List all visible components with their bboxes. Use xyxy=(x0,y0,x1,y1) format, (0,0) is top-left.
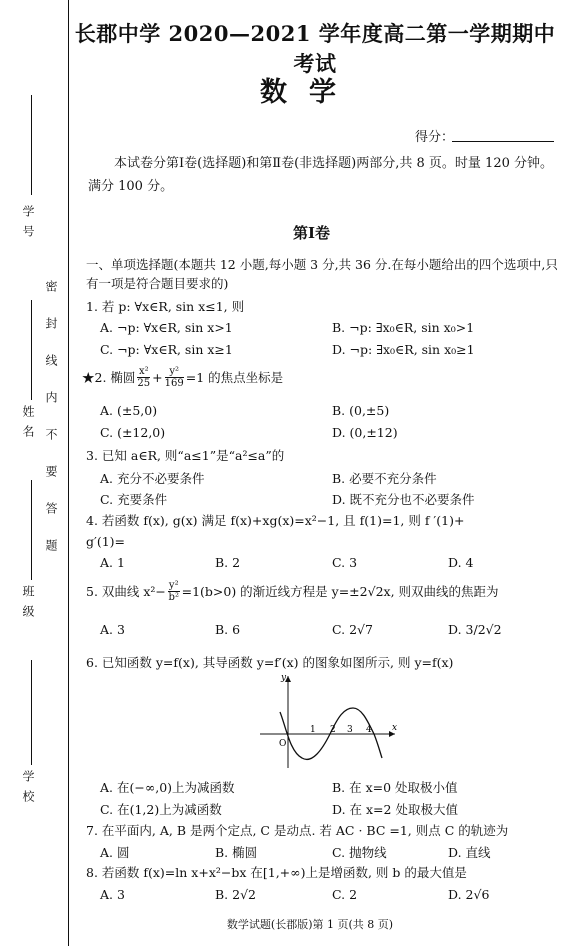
exam-title: 长郡中学 2020—2021 学年度高二第一学期期中考试 xyxy=(74,21,556,76)
question-6-option-c[interactable]: C. 在(1,2)上为减函数 xyxy=(100,802,222,817)
question-1-option-a[interactable]: A. ¬p: ∀x∈R, sin x>1 xyxy=(100,320,233,335)
question-6-option-a[interactable]: A. 在(−∞,0)上为减函数 xyxy=(100,780,235,795)
question-8-stem: 8. 若函数 f(x)=ln x+x²−bx 在[1,+∞)上是增函数, 则 b 的最大值是 xyxy=(86,865,467,880)
question-4-option-a[interactable]: A. 1 xyxy=(100,555,125,570)
question-6-option-d[interactable]: D. 在 x=2 处取极大值 xyxy=(332,802,458,817)
tick-label-3: 3 xyxy=(347,725,353,735)
question-1-option-c[interactable]: C. ¬p: ∀x∈R, sin x≥1 xyxy=(100,342,233,357)
section-instructions: 一、单项选择题(本题共 12 小题,每小题 3 分,共 36 分.在每小题给出的四个选项中,只有一项是符合题目要求的) xyxy=(86,257,558,291)
seal-warning-text: 密封线内不要答题 xyxy=(44,280,58,576)
question-7-stem: 7. 在平面内, A, B 是两个定点, C 是动点. 若 AC · BC =1, 则点 C 的轨迹为 xyxy=(86,823,509,838)
question-4-stem-continued: g′(1)= xyxy=(86,534,126,549)
school-line[interactable] xyxy=(31,660,32,765)
question-3-stem: 3. 已知 a∈R, 则“a≤1”是“a²≤a”的 xyxy=(86,448,285,463)
question-4-stem: 4. 若函数 f(x), g(x) 满足 f(x)+xg(x)=x²−1, 且 f(1)=1, 则 f ′(1)+ xyxy=(86,513,465,528)
question-8-option-c[interactable]: C. 2 xyxy=(332,887,358,902)
question-1-stem: 1. 若 p: ∀x∈R, sin x≤1, 则 xyxy=(86,299,245,314)
question-2-option-a[interactable]: A. (±5,0) xyxy=(100,403,158,418)
x-axis-label: x xyxy=(392,723,398,733)
tick-label-4: 4 xyxy=(366,725,372,735)
part-title: 第Ⅰ卷 xyxy=(293,224,331,242)
question-7-option-c[interactable]: C. 抛物线 xyxy=(332,845,387,860)
page-footer: 数学试题(长郡版)第 1 页(共 8 页) xyxy=(226,918,394,931)
fraction-denominator: 25 xyxy=(137,378,151,389)
question-2-suffix: =1 的焦点坐标是 xyxy=(185,369,284,385)
question-5-fraction xyxy=(168,580,180,603)
question-2-option-b[interactable]: B. (0,±5) xyxy=(332,403,390,418)
question-5-option-d[interactable]: D. 3/2√2 xyxy=(448,622,502,637)
student-id-label: 学号 xyxy=(21,205,35,245)
derivative-graph xyxy=(250,672,400,772)
question-2-stem: ★2. 椭圆 $\frac{\text{x²}}{25}$ + $\frac{\text{y²}}{169}$ =1 的焦点坐标是 xyxy=(82,366,284,389)
question-7-option-d[interactable]: D. 直线 xyxy=(448,845,491,860)
score-field[interactable] xyxy=(452,141,554,142)
question-1-option-b[interactable]: B. ¬p: ∃x₀∈R, sin x₀>1 xyxy=(332,320,475,335)
y-axis-label: y xyxy=(281,673,287,683)
binding-line xyxy=(68,0,69,946)
school-label: 学校 xyxy=(21,770,35,810)
subject-title: 数学 xyxy=(260,77,358,108)
binding-margin xyxy=(0,0,70,946)
question-4-option-c[interactable]: C. 3 xyxy=(332,555,358,570)
question-7-option-a[interactable]: A. 圆 xyxy=(100,845,130,860)
question-4-option-b[interactable]: B. 2 xyxy=(215,555,241,570)
question-1-option-d[interactable]: D. ¬p: ∃x₀∈R, sin x₀≥1 xyxy=(332,342,475,357)
question-2-option-d[interactable]: D. (0,±12) xyxy=(332,425,398,440)
question-5-option-a[interactable]: A. 3 xyxy=(100,622,125,637)
question-4-option-d[interactable]: D. 4 xyxy=(448,555,474,570)
question-5-option-c[interactable]: C. 2√7 xyxy=(332,622,373,637)
name-label: 姓名 xyxy=(21,405,35,445)
fraction-numerator: x² xyxy=(138,366,149,377)
name-line[interactable] xyxy=(31,300,32,400)
question-2-prefix: ★2. 椭圆 xyxy=(82,369,136,385)
question-2-option-c[interactable]: C. (±12,0) xyxy=(100,425,166,440)
question-6-option-b[interactable]: B. 在 x=0 处取极小值 xyxy=(332,780,458,795)
fraction-numerator: y² xyxy=(168,580,179,591)
question-6-stem: 6. 已知函数 y=f(x), 其导函数 y=f′(x) 的图象如图所示, 则 y=f(x) xyxy=(86,655,454,670)
score-label: 得分： xyxy=(415,130,455,145)
question-8-option-d[interactable]: D. 2√6 xyxy=(448,887,490,902)
question-3-option-b[interactable]: B. 必要不充分条件 xyxy=(332,471,437,486)
student-id-line[interactable] xyxy=(31,95,32,195)
class-line[interactable] xyxy=(31,480,32,580)
question-2-fraction-y xyxy=(165,366,184,389)
question-2-fraction-x xyxy=(137,366,150,389)
tick-label-2: 2 xyxy=(330,725,336,735)
question-3-option-a[interactable]: A. 充分不必要条件 xyxy=(100,471,205,486)
fraction-denominator: b² xyxy=(168,592,179,603)
exam-instructions: 本试卷分第Ⅰ卷(选择题)和第Ⅱ卷(非选择题)两部分,共 8 页。时量 120 分钟。满分 100 分。 xyxy=(88,156,554,194)
fraction-numerator: y² xyxy=(165,366,184,378)
class-label: 班级 xyxy=(21,585,35,625)
question-8-option-b[interactable]: B. 2√2 xyxy=(215,887,257,902)
question-3-option-c[interactable]: C. 充要条件 xyxy=(100,492,168,507)
tick-label-1: 1 xyxy=(310,725,316,735)
question-8-option-a[interactable]: A. 3 xyxy=(100,887,125,902)
question-5-stem xyxy=(86,580,499,603)
question-3-option-d[interactable]: D. 既不充分也不必要条件 xyxy=(332,492,475,507)
fraction-denominator: 169 xyxy=(164,378,184,389)
question-5-prefix: 5. 双曲线 x²− xyxy=(86,583,166,599)
question-5-option-b[interactable]: B. 6 xyxy=(215,622,241,637)
origin-label: O xyxy=(279,739,287,749)
question-5-suffix: =1(b>0) 的渐近线方程是 y=±2√2x, 则双曲线的焦距为 xyxy=(181,583,499,599)
question-7-option-b[interactable]: B. 椭圆 xyxy=(215,845,258,860)
